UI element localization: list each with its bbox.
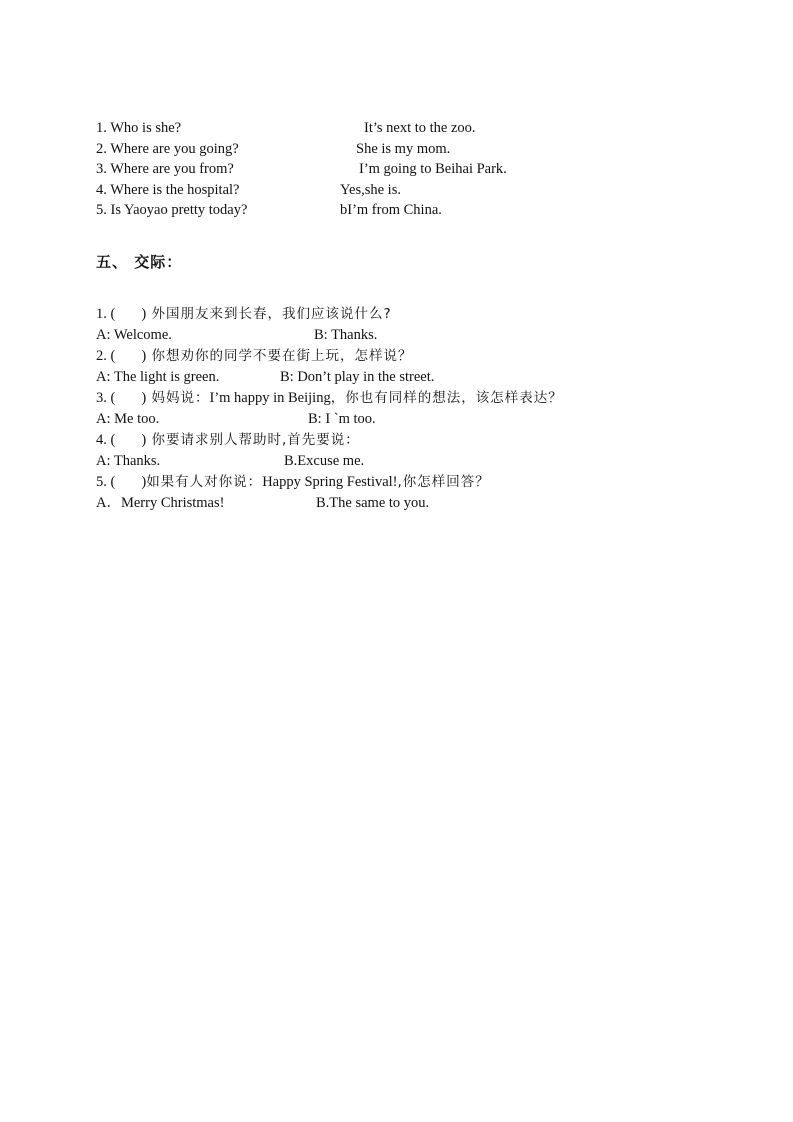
question-number: 5. ( xyxy=(96,474,116,490)
matching-answer: bI’m from China. xyxy=(340,202,442,218)
question-paren-close: ) xyxy=(141,432,147,448)
question-paren-close: ) xyxy=(141,474,147,490)
options-line xyxy=(96,493,430,514)
question-prompt: 你要请求别人帮助时,首先要说： xyxy=(146,432,360,448)
matching-answer: It’s next to the zoo. xyxy=(364,120,476,136)
question-prompt-zh: ，你也有同样的想法，该怎样表达？ xyxy=(330,390,563,406)
question-line xyxy=(96,346,412,367)
options-line xyxy=(96,367,435,388)
question-number: 4. ( xyxy=(96,432,116,448)
option-a: A．Merry Christmas! xyxy=(96,495,225,511)
question-line xyxy=(96,472,490,493)
question-prompt-zh: 妈妈说： xyxy=(146,390,210,406)
option-b: B.Excuse me. xyxy=(284,453,365,469)
question-prompt-zh: 如果有人对你说： xyxy=(146,474,263,490)
question-prompt: 外国朋友来到长春，我们应该说什么? xyxy=(146,306,392,322)
question-prompt-zh: ,你怎样回答？ xyxy=(397,474,490,490)
matching-question: 5. Is Yaoyao pretty today? xyxy=(96,202,248,218)
matching-question: 4. Where is the hospital? xyxy=(96,182,240,198)
matching-question: 1. Who is she? xyxy=(96,120,182,136)
options-line xyxy=(96,409,376,430)
option-b: B: Don’t play in the street. xyxy=(280,369,435,385)
option-a: A: Welcome. xyxy=(96,327,172,343)
question-paren-close: ) xyxy=(141,306,147,322)
options-line xyxy=(96,451,365,472)
question-line xyxy=(96,304,392,325)
options-line xyxy=(96,325,378,346)
matching-question: 3. Where are you from? xyxy=(96,161,234,177)
question-number: 1. ( xyxy=(96,306,116,322)
option-a: A: The light is green. xyxy=(96,369,220,385)
question-prompt: 你想劝你的同学不要在街上玩，怎样说？ xyxy=(146,348,413,364)
question-number: 3. ( xyxy=(96,390,116,406)
question-number: 2. ( xyxy=(96,348,116,364)
question-prompt-en: I’m happy in Beijing xyxy=(209,390,331,406)
question-paren-close: ) xyxy=(141,390,147,406)
question-line xyxy=(96,388,563,409)
question-paren-close: ) xyxy=(141,348,147,364)
option-b: B: Thanks. xyxy=(314,327,378,343)
option-a: A: Thanks. xyxy=(96,453,161,469)
option-a: A: Me too. xyxy=(96,411,160,427)
matching-answer: I’m going to Beihai Park. xyxy=(359,161,507,177)
option-b: B.The same to you. xyxy=(316,495,430,511)
matching-answer: She is my mom. xyxy=(356,141,451,157)
matching-question: 2. Where are you going? xyxy=(96,141,239,157)
section-title: 五、 交际： xyxy=(96,253,183,271)
option-b: B: I `m too. xyxy=(308,411,376,427)
matching-answer: Yes,she is. xyxy=(340,182,401,198)
question-prompt-en: Happy Spring Festival! xyxy=(262,474,398,490)
question-line xyxy=(96,430,360,451)
